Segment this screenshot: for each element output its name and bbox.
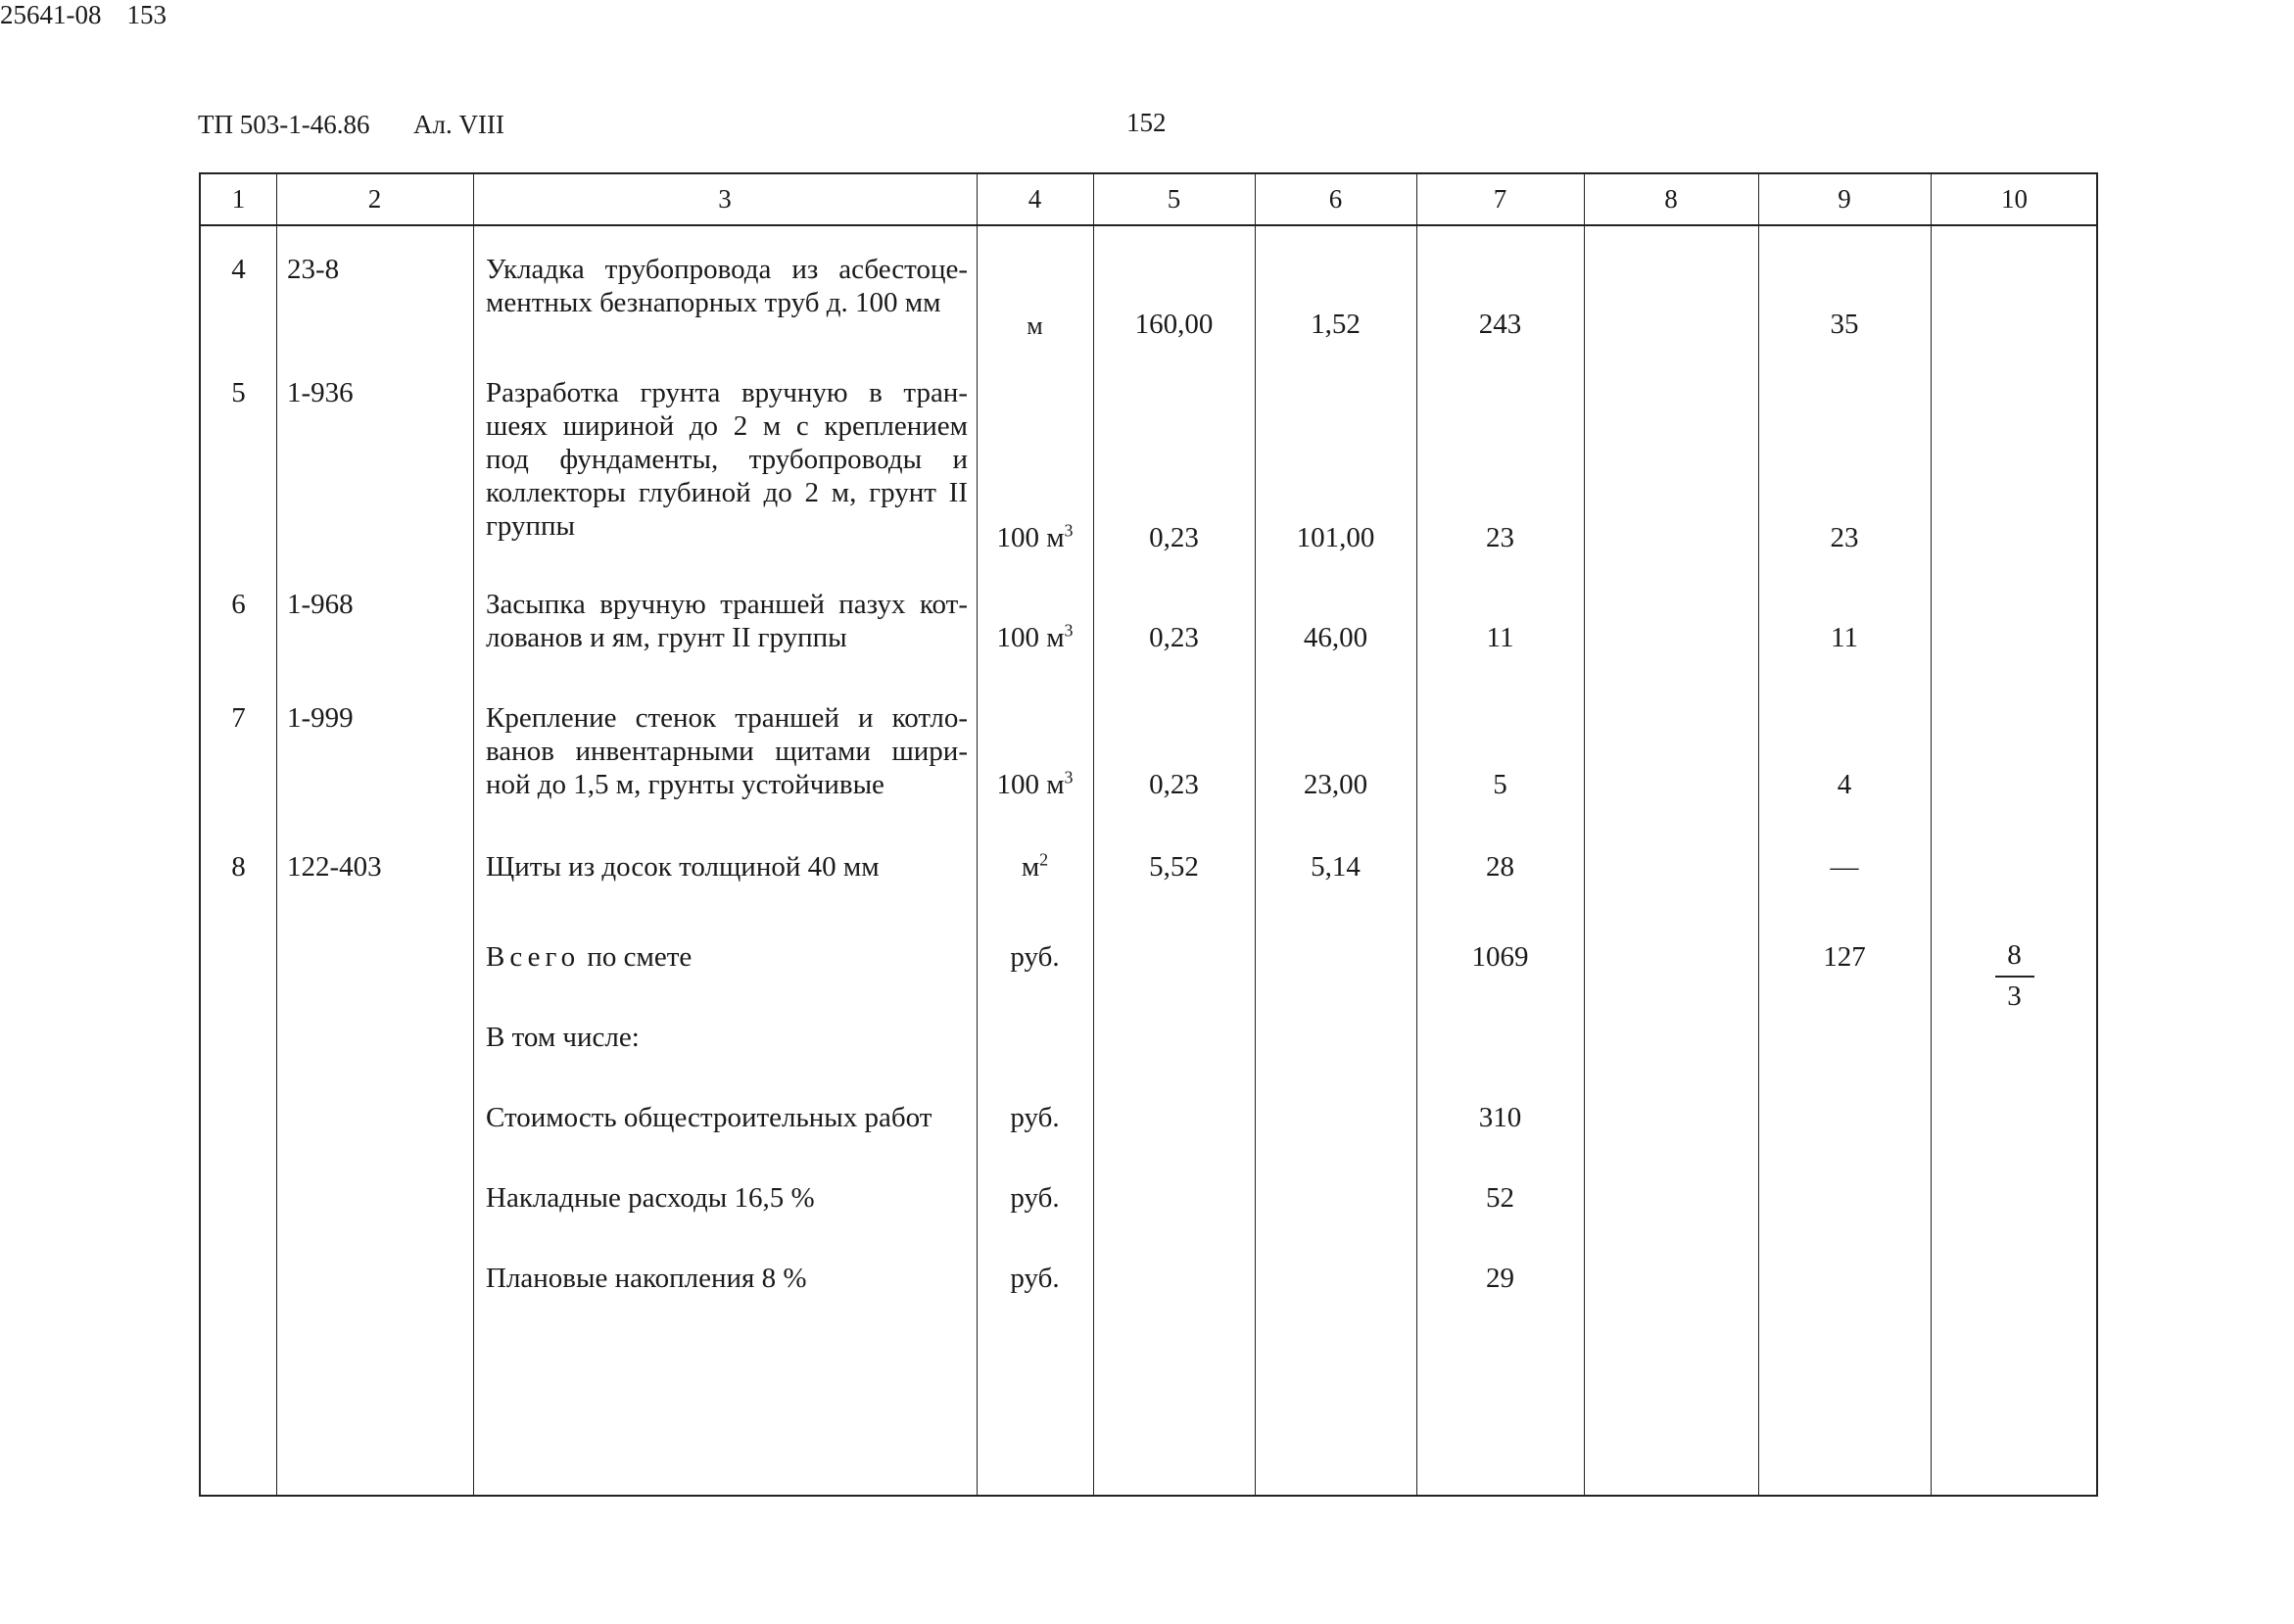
column-9-value: 23 — [1830, 522, 1859, 553]
total-column-10-fraction — [1931, 938, 2098, 1013]
estimate-table — [199, 172, 2098, 1497]
unit: 100 $м^3$ — [996, 620, 1074, 653]
summary-item-label: Накладные расходы 16,5 % — [486, 1182, 815, 1214]
col-divider — [276, 174, 277, 1495]
unit-price: 23,00 — [1303, 769, 1368, 800]
unit-price: 46,00 — [1303, 622, 1368, 653]
column-header-3: 3 — [718, 184, 732, 214]
col-divider — [1255, 174, 1256, 1495]
fraction-denominator: 3 — [2007, 980, 2022, 1012]
fraction-numerator: 8 — [2007, 939, 2022, 971]
total-cost: 23 — [1486, 522, 1514, 553]
col-divider — [1584, 174, 1585, 1495]
footer-code: 25641-08 — [0, 0, 102, 29]
col-divider — [1758, 174, 1759, 1495]
col-divider — [1416, 174, 1417, 1495]
work-description: Щиты из досок толщиной 40 мм — [486, 851, 880, 883]
total-cost: 11 — [1486, 622, 1514, 653]
work-description: Засыпка вручную траншей пазух кот-лованов и ям, грунт II группы — [486, 589, 968, 653]
unit: м — [1027, 311, 1043, 340]
footer-page-number: 153 — [126, 0, 167, 29]
summary-item-value: 310 — [1478, 1102, 1522, 1133]
total-cost: 5 — [1493, 769, 1507, 800]
column-header-7: 7 — [1493, 184, 1507, 214]
column-header-1: 1 — [231, 184, 246, 214]
rate-code: 1-936 — [287, 377, 354, 408]
quantity: 5,52 — [1149, 851, 1199, 883]
work-description: Укладка трубопровода из асбестоце-ментных безнапорных труб д. 100 мм — [486, 254, 968, 318]
summary-item-value: 52 — [1486, 1182, 1514, 1214]
quantity: 0,23 — [1149, 522, 1199, 553]
column-9-value: — — [1830, 851, 1859, 883]
col-divider — [473, 174, 474, 1495]
fraction-bar — [1995, 976, 2034, 978]
col-divider — [977, 174, 978, 1495]
total-label: Всего по смете — [486, 941, 693, 973]
album-label: Ал. VIII — [413, 110, 504, 139]
rate-code: 122-403 — [287, 851, 382, 883]
header-divider — [201, 224, 2096, 226]
col-divider — [1093, 174, 1094, 1495]
unit-price: 5,14 — [1311, 851, 1361, 883]
column-header-4: 4 — [1028, 184, 1042, 214]
total-column-9: 127 — [1823, 941, 1866, 973]
col-divider — [1931, 174, 1932, 1495]
column-header-2: 2 — [367, 184, 382, 214]
summary-item-label: Стоимость общестроительных работ — [486, 1102, 932, 1133]
total-cost: 243 — [1478, 309, 1522, 340]
unit-price: 101,00 — [1296, 522, 1375, 553]
column-9-value: 4 — [1837, 769, 1852, 800]
column-header-5: 5 — [1167, 184, 1181, 214]
rate-code: 1-968 — [287, 589, 354, 620]
row-number: 5 — [231, 377, 246, 408]
quantity: 160,00 — [1134, 309, 1214, 340]
summary-item-label: Плановые накопления 8 % — [486, 1263, 807, 1294]
column-header-6: 6 — [1328, 184, 1343, 214]
work-description: Разработка грунта вручную в тран-шеях шириной до 2 м с креплением под фундаменты, трубопроводы и коллекторы глубиной до 2 м, грунт II группы — [486, 377, 968, 542]
rate-code: 23-8 — [287, 254, 340, 285]
total-unit: руб. — [1010, 941, 1060, 973]
unit-price: 1,52 — [1311, 309, 1361, 340]
row-number: 7 — [231, 702, 246, 734]
unit: $м^2$ — [1021, 849, 1049, 883]
document-code: ТП 503-1-46.86 — [198, 110, 370, 139]
total-cost: 28 — [1486, 851, 1514, 883]
including-label: В том числе: — [486, 1022, 640, 1053]
page-number: 152 — [1126, 108, 1167, 137]
column-header-9: 9 — [1838, 184, 1851, 214]
summary-item-value: 29 — [1486, 1263, 1514, 1294]
column-header-10: 10 — [2001, 184, 2028, 214]
work-description: Крепление стенок траншей и котло-ванов инвентарными щитами шири-ной до 1,5 м, грунты устойчивые — [486, 702, 968, 800]
summary-item-unit: руб. — [1010, 1182, 1060, 1214]
unit: 100 $м^3$ — [996, 520, 1074, 553]
page-footer — [0, 0, 2294, 30]
total-value: 1069 — [1471, 941, 1529, 973]
quantity: 0,23 — [1149, 769, 1199, 800]
column-9-value: 35 — [1830, 309, 1859, 340]
rate-code: 1-999 — [287, 702, 354, 734]
row-number: 8 — [231, 851, 246, 883]
row-number: 6 — [231, 589, 246, 620]
summary-item-unit: руб. — [1010, 1102, 1060, 1133]
summary-item-unit: руб. — [1010, 1263, 1060, 1294]
quantity: 0,23 — [1149, 622, 1199, 653]
unit: 100 $м^3$ — [996, 767, 1074, 800]
column-9-value: 11 — [1831, 622, 1858, 653]
row-number: 4 — [231, 254, 246, 285]
column-header-8: 8 — [1664, 184, 1678, 214]
